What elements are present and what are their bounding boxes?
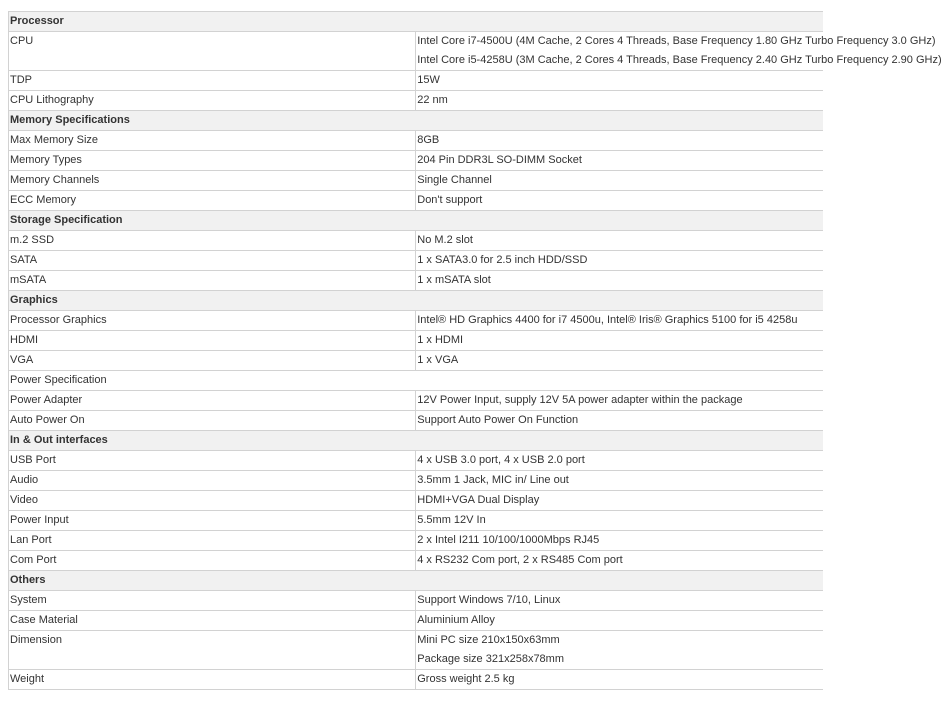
spec-key: System (9, 591, 416, 611)
spec-table (8, 11, 942, 690)
section-header-row (9, 571, 824, 591)
section-title: Others (9, 571, 824, 591)
spec-value-line: 5.5mm 12V In (417, 514, 486, 526)
spec-value-line: 4 x USB 3.0 port, 4 x USB 2.0 port (417, 454, 585, 466)
spec-key: Auto Power On (9, 411, 416, 431)
spec-value-line: HDMI+VGA Dual Display (417, 494, 540, 506)
spec-value (416, 131, 823, 151)
spec-row (9, 411, 824, 431)
spec-value (416, 32, 942, 71)
spec-value-line: Mini PC size 210x150x63mm (417, 634, 560, 646)
section-header-row (9, 291, 824, 311)
section-title: Memory Specifications (9, 111, 824, 131)
spec-value (416, 171, 823, 191)
section-header-row (9, 371, 824, 391)
section-title: Processor (9, 12, 824, 32)
spec-key: m.2 SSD (9, 231, 416, 251)
spec-table-body (9, 12, 942, 690)
spec-key: CPU Lithography (9, 91, 416, 111)
spec-row (9, 271, 824, 291)
spec-key: HDMI (9, 331, 416, 351)
spec-value-line: 3.5mm 1 Jack, MIC in/ Line out (417, 474, 569, 486)
spec-value (416, 391, 823, 411)
spec-row (9, 251, 824, 271)
spec-key: Power Input (9, 511, 416, 531)
spec-value-line: 22 nm (417, 94, 448, 106)
spec-key: Lan Port (9, 531, 416, 551)
spec-row (9, 551, 824, 571)
spec-row (9, 331, 824, 351)
spec-value (416, 331, 823, 351)
spec-row (9, 531, 824, 551)
spec-row (9, 32, 824, 71)
spec-value-line: 1 x SATA3.0 for 2.5 inch HDD/SSD (417, 254, 588, 266)
spec-value-line: Support Auto Power On Function (417, 414, 579, 426)
spec-value-line: 15W (417, 74, 440, 86)
spec-value-line: 1 x mSATA slot (417, 274, 491, 286)
spec-value (416, 311, 823, 331)
section-title: In & Out interfaces (9, 431, 824, 451)
spec-value (416, 491, 823, 511)
spec-value (416, 151, 823, 171)
spec-row (9, 311, 824, 331)
spec-value (416, 670, 823, 690)
section-header-row (9, 111, 824, 131)
spec-value (416, 591, 823, 611)
spec-value (416, 551, 823, 571)
spec-value (416, 231, 823, 251)
spec-key: Video (9, 491, 416, 511)
section-title: Storage Specification (9, 211, 824, 231)
spec-value-line: Package size 321x258x78mm (417, 653, 564, 665)
section-header-row (9, 211, 824, 231)
spec-value-line: 4 x RS232 Com port, 2 x RS485 Com port (417, 554, 623, 566)
spec-key: Max Memory Size (9, 131, 416, 151)
spec-row (9, 231, 824, 251)
spec-value-line: Single Channel (417, 174, 492, 186)
spec-key: ECC Memory (9, 191, 416, 211)
spec-row (9, 91, 824, 111)
spec-row (9, 351, 824, 371)
spec-key: Memory Channels (9, 171, 416, 191)
spec-value (416, 91, 823, 111)
spec-key: CPU (9, 32, 416, 71)
spec-value (416, 471, 823, 491)
spec-value-line: Intel Core i7-4500U (4M Cache, 2 Cores 4 Threads, Base Frequency 1.80 GHz Turbo Frequency 3.0 GHz) (417, 35, 936, 47)
spec-value-line: Intel Core i5-4258U (3M Cache, 2 Cores 4 Threads, Base Frequency 2.40 GHz Turbo Frequency 2.90 GHz) (417, 54, 942, 66)
spec-value (416, 411, 823, 431)
spec-value (416, 631, 823, 670)
spec-value-line: 1 x HDMI (417, 334, 464, 346)
spec-value (416, 531, 823, 551)
spec-row (9, 151, 824, 171)
spec-row (9, 391, 824, 411)
spec-value-line: Intel® HD Graphics 4400 for i7 4500u, Intel® Iris® Graphics 5100 for i5 4258u (417, 314, 798, 326)
spec-row (9, 491, 824, 511)
spec-value (416, 191, 823, 211)
spec-row (9, 670, 824, 690)
spec-value (416, 451, 823, 471)
spec-value (416, 251, 823, 271)
spec-key: Memory Types (9, 151, 416, 171)
spec-value-line: 2 x Intel I211 10/100/1000Mbps RJ45 (417, 534, 600, 546)
section-header-row (9, 431, 824, 451)
spec-key: TDP (9, 71, 416, 91)
spec-key: USB Port (9, 451, 416, 471)
spec-value-line: 12V Power Input, supply 12V 5A power adapter within the package (417, 394, 743, 406)
spec-row (9, 131, 824, 151)
spec-key: mSATA (9, 271, 416, 291)
spec-value-line: Aluminium Alloy (417, 614, 495, 626)
spec-value (416, 271, 823, 291)
spec-row (9, 191, 824, 211)
spec-key: Case Material (9, 611, 416, 631)
section-title: Graphics (9, 291, 824, 311)
section-title: Power Specification (9, 371, 824, 391)
spec-value-line: 8GB (417, 134, 440, 146)
spec-value-line: Don't support (417, 194, 483, 206)
spec-key: Audio (9, 471, 416, 491)
spec-value-line: No M.2 slot (417, 234, 473, 246)
spec-value (416, 611, 823, 631)
spec-key: Weight (9, 670, 416, 690)
spec-row (9, 451, 824, 471)
spec-row (9, 591, 824, 611)
spec-key: SATA (9, 251, 416, 271)
spec-value-line: Support Windows 7/10, Linux (417, 594, 561, 606)
spec-key: Com Port (9, 551, 416, 571)
spec-value (416, 351, 823, 371)
section-header-row (9, 12, 824, 32)
spec-value (416, 511, 823, 531)
spec-value-line: 1 x VGA (417, 354, 459, 366)
spec-value (416, 71, 823, 91)
spec-value-line: 204 Pin DDR3L SO-DIMM Socket (417, 154, 582, 166)
spec-key: Processor Graphics (9, 311, 416, 331)
spec-row (9, 631, 824, 670)
spec-row (9, 471, 824, 491)
spec-row (9, 511, 824, 531)
spec-row (9, 71, 824, 91)
spec-key: Power Adapter (9, 391, 416, 411)
spec-key: Dimension (9, 631, 416, 670)
spec-key: VGA (9, 351, 416, 371)
spec-row (9, 611, 824, 631)
spec-row (9, 171, 824, 191)
spec-value-line: Gross weight 2.5 kg (417, 673, 515, 685)
